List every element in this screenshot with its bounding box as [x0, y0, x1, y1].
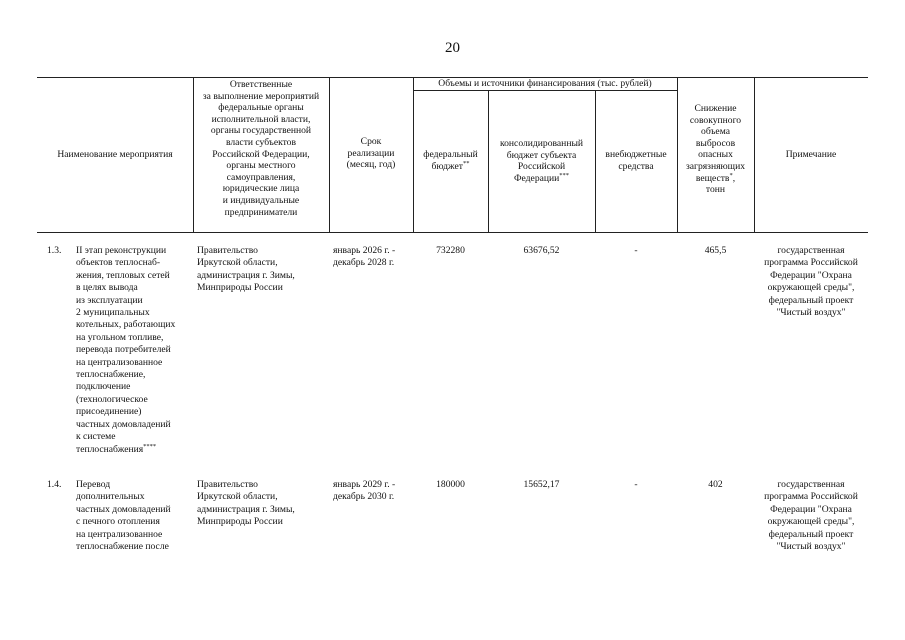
row-name: [76, 245, 194, 456]
row-note: государственная программа Российской Федерации "Охрана окружающей среды", федеральный проект "Чистый воздух": [764, 245, 858, 319]
row-consolidated: 63676,52: [523, 245, 560, 256]
row-federal: 180000: [436, 479, 465, 490]
row-note: государственная программа Российской Федерации "Охрана окружающей среды", федеральный проект "Чистый воздух": [764, 479, 858, 553]
row-name-text: II этап реконструкции объектов теплоснаб- жения, тепловых сетей в целях вывода из эксплуатации 2 муниципальных котельных, работающих на угольном топливе, перевода потребителей на централизованное теплоснабжение, подключение (технологическое присоединение) частных домовладений к системе теплоснабжения: [76, 245, 176, 455]
funding-group-divider: [413, 90, 677, 91]
header-responsible: Ответственные за выполнение мероприятий федеральные органы исполнительной власти, органы государственной власти субъектов Российской Федерации, органы местного самоуправления, юридические лица и индивидуальные предприниматели: [202, 79, 320, 218]
header-consolidated: [488, 138, 595, 184]
header-reduction-unit: , тонн: [705, 172, 736, 196]
header-consolidated-text: консолидированный бюджет субъекта Российской Федерации: [499, 138, 584, 184]
row-name-text: Перевод дополнительных частных домовладений с печного отопления на централизованное теплоснабжение после: [76, 479, 171, 553]
header-bottom-border: [37, 232, 868, 233]
row-name: [76, 479, 194, 553]
header-federal: [413, 149, 488, 172]
header-note: Примечание: [785, 149, 837, 160]
header-consolidated-mark: ***: [559, 171, 570, 179]
row-responsible: Правительство Иркутской области, администрация г. Зимы, Минприроды России: [197, 479, 295, 528]
header-offbudget: внебюджетные средства: [605, 149, 667, 172]
header-name-text: Наименование мероприятия: [57, 149, 173, 160]
row-responsible: Правительство Иркутской области, администрация г. Зимы, Минприроды России: [197, 245, 295, 294]
header-federal-mark: **: [462, 159, 470, 167]
row-reduction: 465,5: [704, 245, 727, 256]
header-federal-text: федеральный бюджет: [423, 149, 478, 172]
row-name-mark: ****: [143, 442, 157, 450]
header-reduction: [677, 103, 754, 196]
header-name: [37, 149, 193, 161]
row-term: январь 2026 г. - декабрь 2028 г.: [333, 245, 396, 269]
row-number: 1.3.: [47, 245, 62, 256]
header-funding-group: Объемы и источники финансирования (тыс. рублей): [438, 78, 652, 89]
row-term: январь 2029 г. - декабрь 2030 г.: [333, 479, 396, 503]
row-offbudget: -: [634, 245, 638, 256]
row-consolidated: 15652,17: [523, 479, 560, 490]
header-reduction-mark: *: [729, 171, 733, 179]
row-reduction: 402: [708, 479, 723, 490]
row-federal: 732280: [436, 245, 465, 256]
row-number: 1.4.: [47, 479, 62, 490]
page-number: 20: [445, 40, 460, 56]
row-offbudget: -: [634, 479, 638, 490]
header-term: Срок реализации (месяц, год): [346, 136, 396, 171]
header-reduction-text: Снижение совокупного объема выбросов опасных загрязняющих веществ: [685, 103, 745, 184]
